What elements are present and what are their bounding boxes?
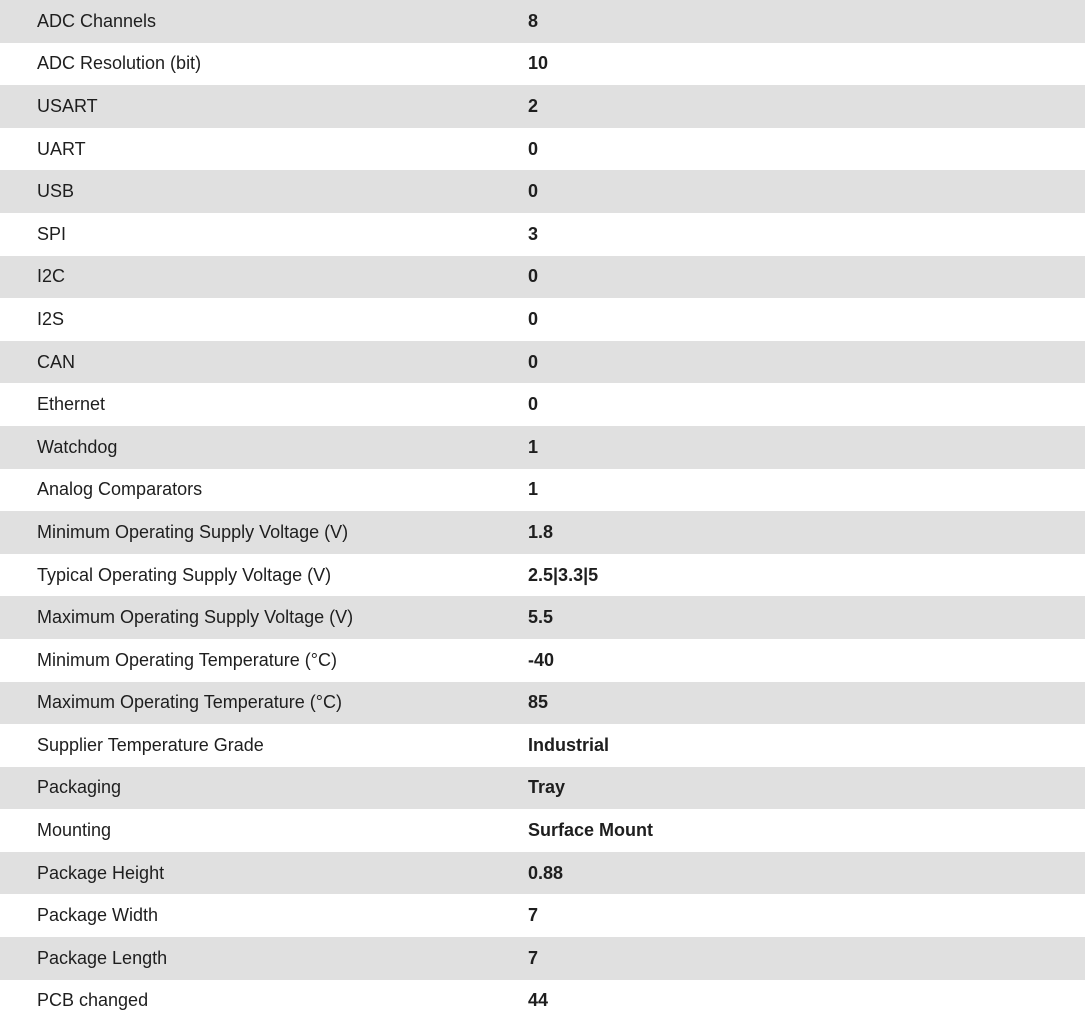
spec-label: USART (37, 95, 98, 116)
spec-value: 1.8 (528, 521, 554, 542)
spec-value: 0 (528, 308, 539, 329)
spec-row-max-operating-temp (0, 682, 1085, 725)
spec-row-usb (0, 170, 1085, 213)
spec-label: Packaging (37, 777, 122, 798)
spec-label: Package Width (37, 905, 159, 926)
spec-value: -40 (528, 649, 555, 670)
spec-label: Maximum Operating Temperature (°C) (37, 692, 342, 713)
spec-row-i2c (0, 256, 1085, 299)
spec-label: SPI (37, 223, 67, 244)
spec-row-adc-channels (0, 0, 1085, 43)
spec-label: PCB changed (37, 990, 149, 1011)
spec-row-analog-comparators (0, 469, 1085, 512)
spec-row-ethernet (0, 383, 1085, 426)
spec-value: 2 (528, 95, 539, 116)
spec-row-uart (0, 128, 1085, 171)
spec-row-max-supply-voltage (0, 596, 1085, 639)
spec-label: USB (37, 181, 75, 202)
spec-row-package-width (0, 894, 1085, 937)
spec-row-pcb-changed (0, 980, 1085, 1022)
spec-value: 0 (528, 181, 539, 202)
spec-label: Package Height (37, 862, 165, 883)
spec-row-adc-resolution (0, 43, 1085, 86)
spec-label: Analog Comparators (37, 479, 203, 500)
spec-value: 1 (528, 479, 539, 500)
spec-value: Surface Mount (528, 820, 654, 841)
spec-label: Package Length (37, 947, 168, 968)
spec-value: 1 (528, 436, 539, 457)
spec-row-mounting (0, 809, 1085, 852)
spec-row-i2s (0, 298, 1085, 341)
spec-value: 0 (528, 138, 539, 159)
spec-value: 2.5|3.3|5 (528, 564, 599, 585)
spec-label: I2S (37, 308, 65, 329)
spec-label: Ethernet (37, 394, 106, 415)
spec-value: 8 (528, 10, 539, 31)
spec-value: 0 (528, 266, 539, 287)
spec-row-min-operating-temp (0, 639, 1085, 682)
spec-row-typ-supply-voltage (0, 554, 1085, 597)
spec-value: 10 (528, 53, 549, 74)
spec-row-packaging (0, 767, 1085, 810)
spec-row-package-length (0, 937, 1085, 980)
spec-row-temperature-grade (0, 724, 1085, 767)
spec-value: 85 (528, 692, 549, 713)
spec-label: Typical Operating Supply Voltage (V) (37, 564, 332, 585)
spec-label: UART (37, 138, 86, 159)
spec-label: Watchdog (37, 436, 118, 457)
spec-label: ADC Channels (37, 10, 157, 31)
spec-label: Supplier Temperature Grade (37, 734, 264, 755)
spec-label: I2C (37, 266, 66, 287)
spec-value: 0 (528, 394, 539, 415)
spec-value: 44 (528, 990, 549, 1011)
spec-row-can (0, 341, 1085, 384)
spec-value: 3 (528, 223, 539, 244)
spec-label: Mounting (37, 820, 112, 841)
spec-label: Maximum Operating Supply Voltage (V) (37, 607, 354, 628)
spec-row-min-supply-voltage (0, 511, 1085, 554)
spec-label: CAN (37, 351, 76, 372)
spec-value: Tray (528, 777, 566, 798)
spec-row-watchdog (0, 426, 1085, 469)
spec-label: Minimum Operating Supply Voltage (V) (37, 521, 349, 542)
spec-label: ADC Resolution (bit) (37, 53, 202, 74)
spec-value: 0.88 (528, 862, 564, 883)
spec-value: 7 (528, 905, 539, 926)
spec-label: Minimum Operating Temperature (°C) (37, 649, 337, 670)
spec-row-spi (0, 213, 1085, 256)
spec-value: 5.5 (528, 607, 554, 628)
spec-value: Industrial (528, 734, 610, 755)
spec-value: 7 (528, 947, 539, 968)
spec-row-usart (0, 85, 1085, 128)
spec-value: 0 (528, 351, 539, 372)
spec-row-package-height (0, 852, 1085, 895)
